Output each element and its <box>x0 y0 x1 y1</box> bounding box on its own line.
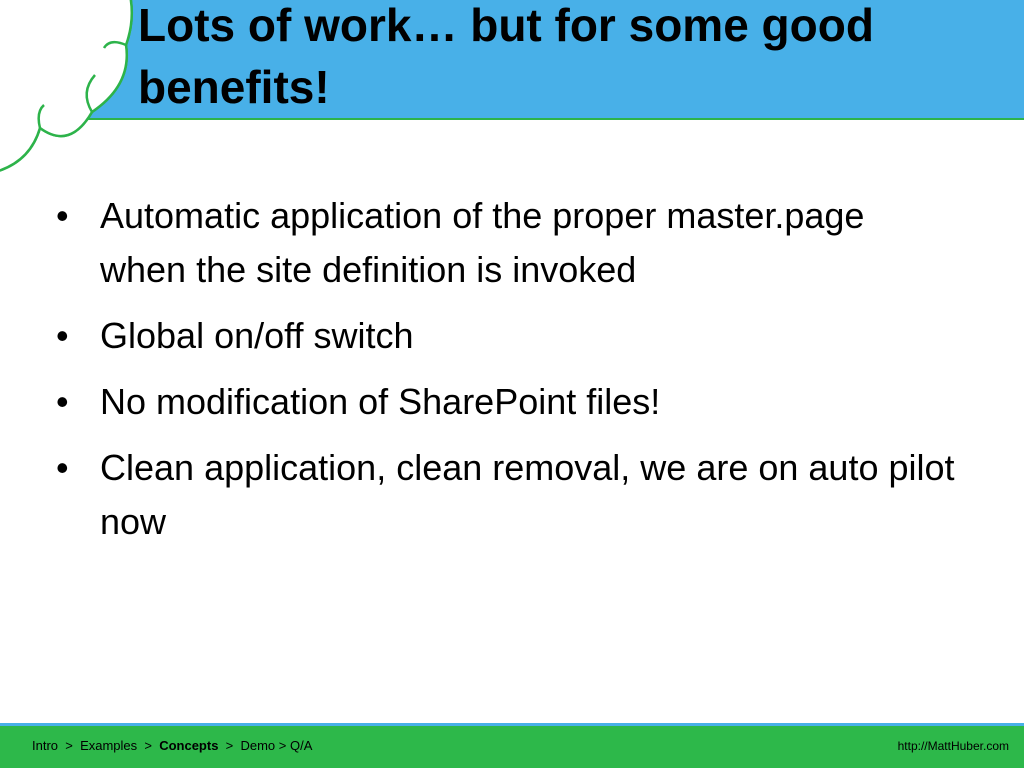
bullet-text: Automatic application of the proper master.page when the site definition is invoked <box>100 195 865 290</box>
bullet-text: Clean application, clean removal, we are on auto pilot now <box>100 447 955 542</box>
bullet-marker: • <box>56 381 69 422</box>
breadcrumb-separator: > <box>275 738 290 753</box>
breadcrumb-separator: > <box>58 738 81 753</box>
bullet-item <box>56 375 956 429</box>
breadcrumb-item-concepts[interactable]: Concepts <box>159 738 219 753</box>
breadcrumb-separator: > <box>137 738 160 753</box>
breadcrumb-item-intro[interactable]: Intro <box>32 738 59 753</box>
breadcrumb <box>32 738 312 753</box>
bullet-marker: • <box>56 447 69 488</box>
bullet-item <box>56 189 956 297</box>
bullet-text: Global on/off switch <box>100 315 414 356</box>
breadcrumb-separator: > <box>218 738 241 753</box>
bullet-marker: • <box>56 315 69 356</box>
bullet-item <box>56 309 956 363</box>
breadcrumb-item-qa[interactable]: Q/A <box>289 738 313 753</box>
bullet-marker: • <box>56 195 69 236</box>
slide-title: Lots of work… but for some good benefits! <box>138 0 874 113</box>
cloud-decoration-icon <box>0 0 140 175</box>
bullet-list <box>56 189 956 561</box>
breadcrumb-item-demo[interactable]: Demo <box>240 738 276 753</box>
bullet-text: No modification of SharePoint files! <box>100 381 661 422</box>
bullet-item <box>56 441 956 549</box>
footer-url-link[interactable]: http://MattHuber.com <box>897 739 1009 753</box>
footer-bar <box>0 723 1024 768</box>
breadcrumb-item-examples[interactable]: Examples <box>80 738 138 753</box>
